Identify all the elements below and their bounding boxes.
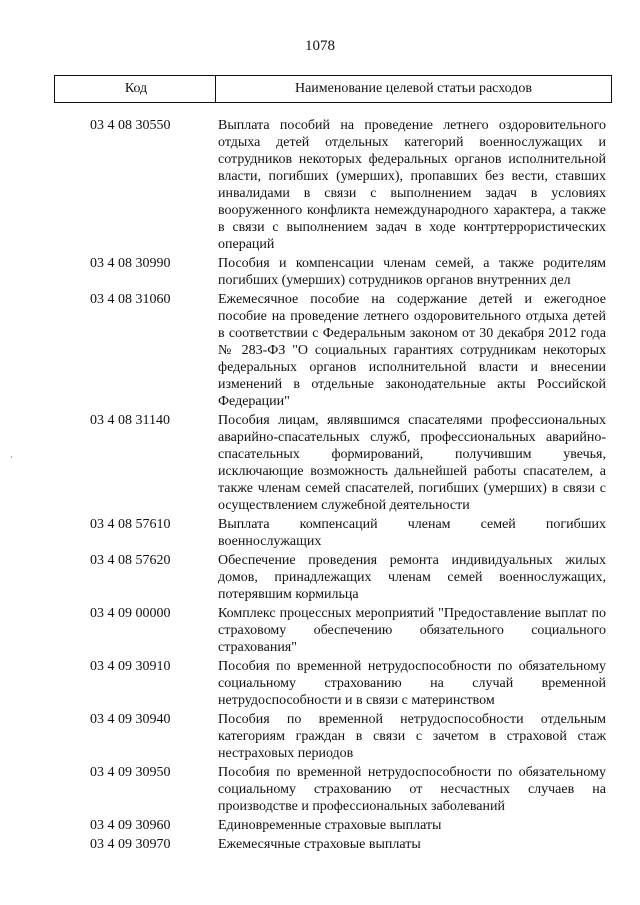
row-code: 03 4 09 30910 <box>90 659 171 674</box>
table-row <box>54 291 612 410</box>
row-name: Единовременные страховые выплаты <box>218 818 442 833</box>
table-row <box>54 836 612 853</box>
row-code: 03 4 08 31060 <box>90 292 171 307</box>
header-name-column: Наименование целевой статьи расходов <box>294 81 533 96</box>
row-name: Выплата пособий на проведение летнего оздоровительного отдыха детей отдельных категорий военнослужащих и сотрудников некоторых федеральных органов исполнительной власти, погибших (умерших), пропавших без вести, ставших инвалидами в связи с выполнением задач в условиях вооруженного конфликта немеждународного характера, а также в связи с выполнением задач в ходе контртеррористических операций <box>218 118 606 252</box>
table-row <box>54 117 612 253</box>
row-code: 03 4 09 30960 <box>90 818 171 833</box>
table-row <box>54 412 612 514</box>
row-code: 03 4 09 30950 <box>90 765 171 780</box>
row-name: Ежемесячное пособие на содержание детей и ежегодное пособие на проведение летнего оздоровительного отдыха детей в соответствии с Федеральным законом от 30 декабря 2012 года № 283-ФЗ "О социальных гарантиях сотрудникам некоторых федеральных органов исполнительной власти и внесении изменений в отдельные законодательные акты Российской Федерации" <box>218 292 606 409</box>
table-row <box>54 658 612 709</box>
table-row <box>54 605 612 656</box>
row-code: 03 4 09 00000 <box>90 606 171 621</box>
page-number: 1078 <box>305 38 335 54</box>
table-row <box>54 711 612 762</box>
table-header <box>54 75 612 103</box>
table-row <box>54 255 612 289</box>
row-name: Выплата компенсаций членам семей погибших военнослужащих <box>218 517 606 549</box>
row-code: 03 4 08 30550 <box>90 118 171 133</box>
row-code: 03 4 09 30970 <box>90 837 171 852</box>
row-name: Пособия лицам, являвшимся спасателями профессиональных аварийно-спасательных служб, профессиональных аварийно-спасательных формирований, получившим увечья, исключающие возможность дальнейшей работы спасателем, а также членам семей спасателей, погибших (умерших) в связи с осуществлением служебной деятельности <box>218 413 606 513</box>
header-code-column: Код <box>55 76 216 102</box>
scan-speck: · <box>10 452 13 462</box>
table-row <box>54 764 612 815</box>
row-code: 03 4 08 31140 <box>90 413 170 428</box>
row-name: Комплекс процессных мероприятий "Предоставление выплат по страховому обеспечению обязательного социального страхования" <box>218 606 606 655</box>
row-code: 03 4 08 57610 <box>90 517 171 532</box>
row-name: Пособия и компенсации членам семей, а также родителям погибших (умерших) сотрудников органов внутренних дел <box>218 256 606 288</box>
row-name: Пособия по временной нетрудоспособности по обязательному социальному страхованию от несчастных случаев на производстве и профессиональных заболеваний <box>218 765 606 814</box>
budget-items-list <box>54 117 612 855</box>
row-code: 03 4 08 30990 <box>90 256 171 271</box>
row-code: 03 4 09 30940 <box>90 712 171 727</box>
row-name: Ежемесячные страховые выплаты <box>218 837 421 852</box>
row-name: Пособия по временной нетрудоспособности по обязательному социальному страхованию на случай временной нетрудоспособности и в связи с материнством <box>218 659 606 708</box>
table-row <box>54 552 612 603</box>
row-code: 03 4 08 57620 <box>90 553 171 568</box>
table-row <box>54 516 612 550</box>
row-name: Обеспечение проведения ремонта индивидуальных жилых домов, принадлежащих членам семей военнослужащих, потерявшим кормильца <box>218 553 606 602</box>
table-row <box>54 817 612 834</box>
row-name: Пособия по временной нетрудоспособности отдельным категориям граждан в связи с зачетом в страховой стаж нестраховых периодов <box>218 712 606 761</box>
